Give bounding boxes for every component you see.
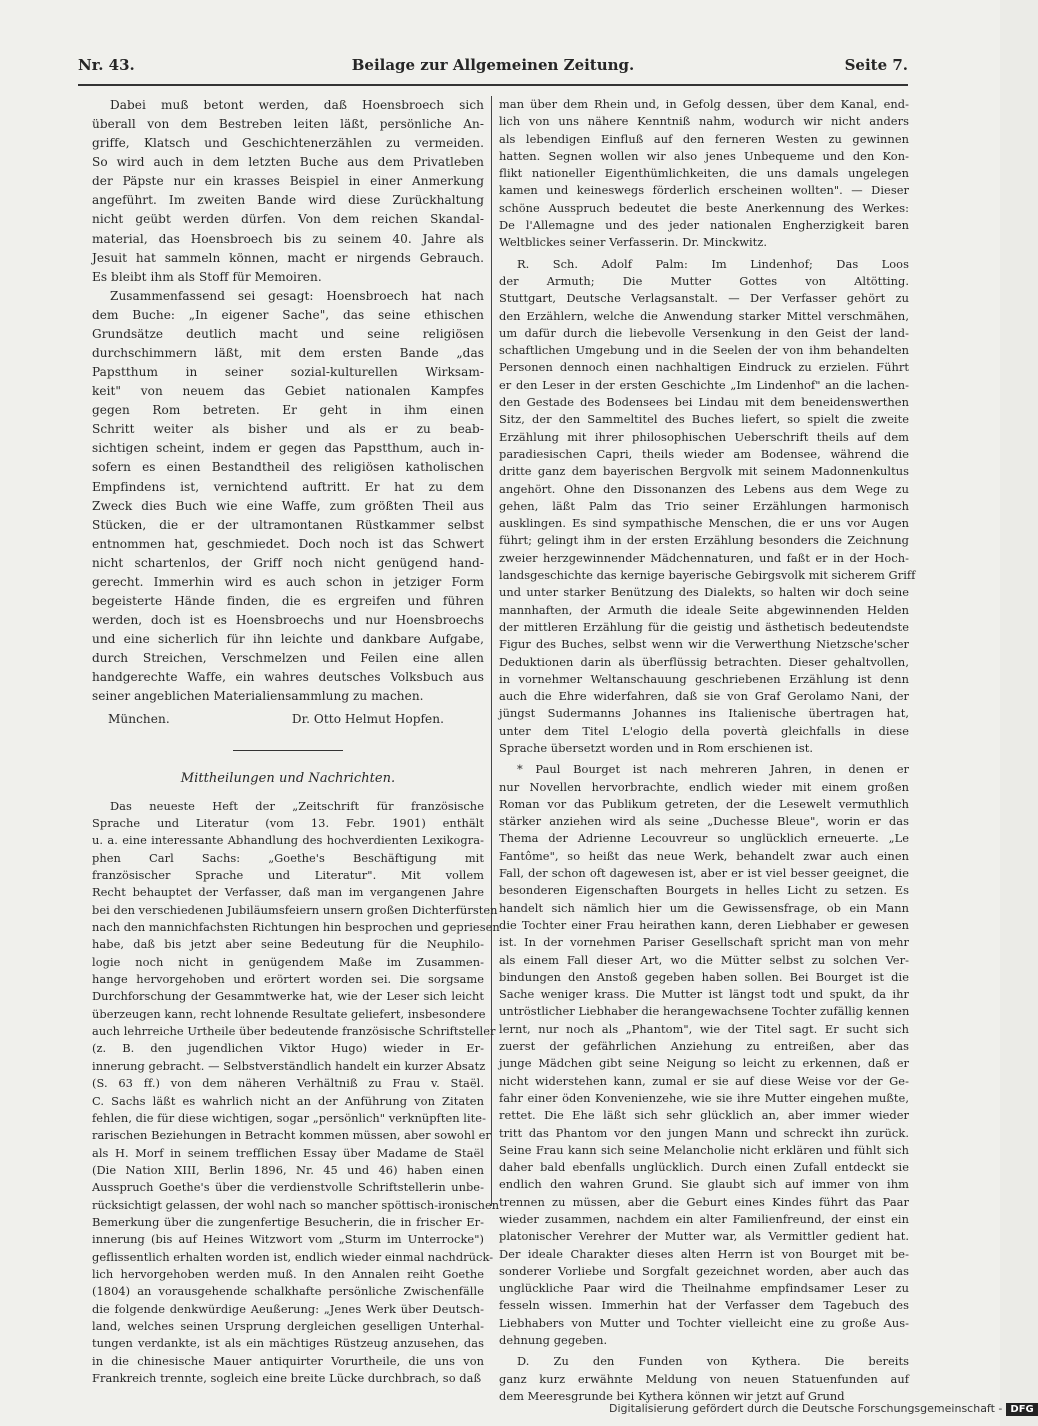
text-line: lernt, nur noch als „Phantom", wie der Titel sagt. Er sucht sich — [499, 1021, 909, 1036]
text-line: französischer Sprache und Literatur". Mit vollem — [92, 868, 484, 883]
text-line: gerecht. Immerhin wird es auch schon in jetziger Form — [92, 574, 484, 589]
text-line: Es bleibt ihm als Stoff für Memoiren. — [92, 269, 322, 284]
text-line: auch die Ehre widerfahren, daß sie von Graf Gerolamo Nani, der — [499, 689, 909, 704]
text-line: Fall, der schon oft dagewesen ist, aber er ist viel besser geeignet, die — [499, 866, 909, 881]
text-line: wieder zusammen, nachdem ein alter Familienfreund, der einst ein — [499, 1212, 909, 1226]
text-line: (S. 63 ff.) von dem näheren Verhältniß zu Frau v. Staël. — [92, 1076, 484, 1091]
text-line: man über dem Rhein und, in Gefolg dessen, über dem Kanal, end- — [499, 97, 909, 111]
text-line: sichtigen scheint, indem er gegen das Papstthum, auch in- — [92, 441, 484, 456]
text-line: durch Streichen, Verschmelzen und Feilen eine allen — [92, 651, 484, 666]
text-line: u. a. eine interessante Abhandlung des hochverdienten Lexikogra- — [92, 833, 484, 848]
text-line: trennen zu müssen, aber die Geburt eines Kindes führt das Paar — [499, 1194, 909, 1209]
text-line: Roman vor das Publikum getreten, der die Lesewelt vermuthlich — [499, 796, 909, 811]
text-line: den Erzählern, welche die Anwendung starker Mittel verschmähen, — [499, 308, 909, 323]
text-line: überall von dem Bestreben leiten läßt, persönliche An- — [92, 117, 484, 132]
text-line: dehnung gegeben. — [499, 1333, 608, 1348]
text-line: endlich den wahren Grund. Sie glaubt sich auf immer von ihm — [499, 1177, 909, 1192]
page-header — [78, 56, 908, 82]
left-paragraph-3 — [92, 798, 500, 1388]
signature-name: Dr. Otto Helmut Hopfen. — [291, 711, 444, 726]
text-line: sonderer Vorliebe und Sorgfalt gezeichnet worden, aber auch das — [499, 1263, 909, 1278]
text-line: besonderen Eigenschaften Bourgets in helles Licht zu setzen. Es — [499, 883, 909, 898]
text-line: So wird auch in dem letzten Buche aus dem Privatleben — [92, 155, 484, 170]
text-line: rettet. Die Ehe läßt sich sehr glücklich an, aber immer wieder — [499, 1108, 909, 1123]
text-line: Der ideale Charakter dieses alten Herrn ist von Bourget mit be- — [499, 1246, 909, 1261]
text-line: seiner angeblichen Materialiensammlung zu machen. — [92, 689, 424, 704]
text-line: Zweck dies Buch wie eine Waffe, zum größten Theil aus — [92, 498, 484, 513]
text-line: kamen und keineswegs förderlich erscheinen wollten". — Dieser — [499, 183, 909, 198]
left-column — [92, 96, 500, 1387]
text-line: handelt sich nämlich hier um die Gewissensfrage, ob ein Mann — [499, 900, 909, 915]
text-line: nach den mannichfachsten Richtungen hin besprochen und gepriesen — [92, 920, 500, 935]
text-line: Sitz, der den Sammeltitel des Buches liefert, so spielt die zweite — [499, 412, 909, 427]
text-line: Seine Frau kann sich seine Melancholie nicht erklären und fühlt sich — [499, 1142, 909, 1157]
text-line: schöne Ausspruch bedeutet die beste Anerkennung des Werkes: — [499, 200, 909, 215]
text-line: Sprache und Literatur (vom 13. Febr. 1901) enthält — [92, 816, 484, 830]
text-line: Schritt weiter als bisher und als er zu beab- — [92, 422, 484, 437]
text-line: führt; gelingt ihm in der ersten Erzählung besonders die Zeichnung — [499, 533, 909, 548]
text-line: Dabei muß betont werden, daß Hoensbroech sich — [110, 98, 484, 112]
text-line: keit" von neuem das Gebiet nationalen Kampfes — [92, 384, 484, 399]
text-line: tritt das Phantom vor den jungen Mann und schreckt ihn zurück. — [499, 1125, 909, 1140]
text-line: Papstthum in seiner sozial-kulturellen Wirksam- — [92, 365, 484, 380]
text-line: gegen Rom betreten. Er geht in ihm einen — [92, 403, 484, 418]
text-line: D. Zu den Funden von Kythera. Die bereits — [517, 1354, 909, 1369]
text-line: zuerst der gefährlichen Anziehung zu entreißen, aber das — [499, 1039, 909, 1054]
text-line: fahr einer öden Konvenienzehe, wie sie ihre Mutter eingehen mußte, — [499, 1090, 909, 1105]
publication-title: Beilage zur Allgemeinen Zeitung. — [351, 56, 635, 74]
text-line: den Gestade des Bodensees bei Lindau mit dem beneidenswerthen — [499, 395, 909, 410]
text-line: als H. Morf in seinem trefflichen Essay über Madame de Staël — [92, 1145, 484, 1160]
right-column — [499, 96, 916, 1405]
text-line: fehlen, die für diese wichtigen, sogar „persönlich" verknüpften lite- — [92, 1110, 487, 1125]
text-line: angeführt. Im zweiten Bande wird diese Zurückhaltung — [92, 193, 484, 208]
text-line: sofern es einen Bestandtheil des religiösen katholischen — [92, 460, 484, 475]
signature — [92, 710, 484, 729]
text-line: er den Leser in der ersten Geschichte „Im Lindenhof" an die lachen- — [499, 377, 909, 392]
text-line: fesseln wissen. Immerhin hat der Verfasser dem Tagebuch des — [499, 1298, 909, 1313]
text-line: junge Mädchen gibt seine Neigung so leicht zu erkennen, daß er — [499, 1056, 909, 1071]
digitization-credit — [609, 1402, 1038, 1416]
text-line: ganz kurz erwähnte Meldung von neuen Statuenfunden auf — [499, 1371, 909, 1386]
text-line: Grundsätze deutlich macht und seine religiösen — [92, 326, 484, 341]
text-line: innerung (bis auf Heines Witzwort vom „Sturm im Unterrocke") — [92, 1232, 484, 1247]
text-line: dritte ganz dem bayerischen Bergvolk mit seinem Madonnenkultus — [499, 464, 909, 479]
text-line: bei den verschiedenen Jubiläumsfeiern unsern großen Dichterfürsten — [92, 902, 498, 917]
text-line: (1804) an vorausgehende schalkhafte persönliche Zwischenfälle — [92, 1284, 484, 1299]
text-line: R. Sch. Adolf Palm: Im Lindenhof; Das Loos — [517, 256, 909, 271]
text-line: C. Sachs läßt es wahrlich nicht an der Anführung von Zitaten — [92, 1093, 484, 1108]
text-line: und unter starker Benützung des Dialekts, so halten wir doch seine — [499, 585, 909, 600]
left-paragraph-2 — [92, 287, 484, 707]
text-line: Deduktionen darin als überflüssig betrachten. Dieser gehaltvollen, — [499, 654, 909, 669]
text-line: (Die Nation XIII, Berlin 1896, Nr. 45 und 46) haben einen — [92, 1162, 484, 1177]
text-line: mannhaften, der Armuth die ideale Seite abgewinnenden Helden — [499, 602, 909, 617]
header-rule — [78, 84, 908, 86]
text-line: lich hervorgehoben werden muß. In den Annalen reiht Goethe — [92, 1266, 484, 1281]
text-line: Recht behauptet der Verfasser, daß man im vergangenen Jahre — [92, 885, 484, 900]
text-line: dem Meeresgrunde bei Kythera können wir jetzt auf Grund — [499, 1388, 845, 1403]
section-title: Mittheilungen und Nachrichten. — [180, 770, 396, 786]
text-line: angehört. Ohne den Dissonanzen des Lebens aus dem Wege zu — [499, 481, 909, 496]
dfg-logo: DFG — [1006, 1403, 1037, 1416]
text-line: hange hervorgehoben und erörtert worden sei. Die sorgsame — [92, 972, 484, 987]
text-line: (z. B. den jugendlichen Viktor Hugo) wieder in Er- — [92, 1041, 484, 1056]
text-line: Liebhabers von Mutter und Tochter vielleicht eine zu große Aus- — [499, 1315, 909, 1330]
text-line: der Armuth; Die Mutter Gottes von Altötting. — [499, 273, 909, 288]
text-line: griffe, Klatsch und Geschichtenerzählen zu vermeiden. — [92, 136, 484, 151]
text-line: innerung gebracht. — Selbstverständlich handelt ein kurzer Absatz — [92, 1058, 486, 1073]
credit-text: Digitalisierung gefördert durch die Deutsche Forschungsgemeinschaft - — [609, 1402, 1003, 1415]
text-line: untröstlicher Liebhaber die herangewachsene Tochter zufällig kennen — [499, 1004, 910, 1019]
text-line: zweier herzgewinnender Mädchennaturen, und faßt er in der Hoch- — [499, 550, 909, 565]
text-line: unter dem Titel L'elogio della povertà gleichfalls in diese — [499, 723, 909, 738]
text-line: auch lehrreiche Urtheile über bedeutende französische Schriftsteller — [92, 1024, 496, 1039]
text-line: dem Buche: „In eigener Sache", das seine ethischen — [92, 307, 484, 322]
text-line: Stücken, die er der ultramontanen Rüstkammer selbst — [92, 517, 484, 532]
right-paragraph-1 — [499, 96, 909, 252]
text-line: Fantôme", so heißt das neue Werk, behandelt zwar auch einen — [499, 848, 909, 863]
text-line: Sprache übersetzt worden und in Rom erschienen ist. — [499, 740, 814, 755]
text-line: und eine sicherlich für ihn leichte und dankbare Aufgabe, — [92, 632, 484, 647]
text-line: werden, doch ist es Hoensbroechs und nur Hoensbroechs — [92, 613, 484, 628]
text-line: unglückliche Paar wird die Theilnahme empfindsamer Leser zu — [499, 1281, 909, 1296]
text-line: stärker anziehen wird als seine „Duchesse Bleue", worin er das — [499, 814, 909, 829]
text-line: gehen, läßt Palm das Trio seiner Erzählungen harmonisch — [499, 498, 909, 513]
text-line: in die chinesische Mauer antiquirter Vorurtheile, die uns von — [92, 1353, 484, 1368]
text-line: rücksichtigt gelassen, der wohl nach so mancher spöttisch-ironischen — [92, 1197, 500, 1212]
text-line: Empfindens ist, vernichtend auftritt. Er hat zu dem — [92, 479, 484, 494]
text-line: bindungen den Anstoß gegeben haben sollen. Bei Bourget ist die — [499, 969, 909, 984]
text-line: landsgeschichte das kernige bayerische Gebirgsvolk mit sicherem Griff — [499, 568, 916, 583]
text-line: rarischen Beziehungen in Betracht kommen müssen, aber sowohl er — [92, 1128, 491, 1143]
text-line: der Päpste nur ein krasses Beispiel in einer Anmerkung — [92, 174, 484, 189]
page-number: Seite 7. — [844, 56, 908, 74]
text-line: Das neueste Heft der „Zeitschrift für französische — [110, 798, 484, 813]
text-line: Erzählung mit ihrer philosophischen Ueberschrift theils auf dem — [499, 429, 909, 444]
section-rule — [233, 750, 343, 751]
text-line: Bemerkung über die zungenfertige Besucherin, die in frischer Er- — [92, 1214, 484, 1229]
text-line: Weltblickes seiner Verfasserin. Dr. Minckwitz. — [499, 235, 768, 250]
text-line: habe, daß bis jetzt aber seine Bedeutung für die Neuphilo- — [92, 937, 484, 952]
text-line: als einem Fall dieser Art, wo die Mütter selbst zu solchen Ver- — [499, 952, 909, 967]
text-line: Ausspruch Goethe's über die verdienstvolle Schriftstellerin unbe- — [92, 1180, 484, 1195]
text-line: um dafür durch die liebevolle Versenkung in den Geist der land- — [499, 325, 909, 340]
text-line: durchschimmern läßt, mit dem ersten Bande „das — [92, 346, 484, 361]
text-line: daher bald ebenfalls unglücklich. Durch einen Zufall entdeckt sie — [499, 1160, 909, 1175]
text-line: logie noch nicht in genügendem Maße im Zusammen- — [92, 954, 484, 969]
text-line: ist. In der vornehmen Pariser Gesellschaft spricht man von mehr — [499, 935, 909, 950]
text-line: nicht schartenlos, der Griff noch nicht genügend hand- — [92, 555, 484, 570]
text-line: Sache weniger krass. Die Mutter ist längst todt und spukt, da ihr — [499, 987, 909, 1002]
text-line: Frankreich trennte, sogleich eine breite Lücke durchbrach, so daß — [92, 1371, 482, 1385]
text-line: jüngst Sudermanns Johannes ins Italienische übertragen hat, — [499, 706, 909, 721]
text-line: hatten. Segnen wollen wir also jenes Unbequeme und den Kon- — [499, 148, 909, 163]
text-line: nicht widerstehen kann, zumal er sie auf diese Weise vor der Ge- — [499, 1073, 909, 1088]
text-line: Zusammenfassend sei gesagt: Hoensbroech hat nach — [110, 288, 484, 303]
text-line: Figur des Buches, selbst wenn wir die Verwerthung Nietzsche'scher — [499, 637, 909, 652]
text-line: material, das Hoensbroech bis zu seinem 40. Jahre als — [92, 231, 484, 246]
text-line: Stuttgart, Deutsche Verlagsanstalt. — Der Verfasser gehört zu — [499, 291, 909, 306]
text-line: begeisterte Hände finden, die es ergreifen und führen — [92, 594, 484, 609]
text-line: platonischer Verehrer der Mutter war, als Vermittler gedient hat. — [499, 1229, 909, 1244]
text-line: die folgende denkwürdige Aeußerung: „Jenes Werk über Deutsch- — [92, 1301, 484, 1316]
text-line: lich von uns nähere Kenntniß nahm, wodurch wir nicht anders — [499, 114, 909, 129]
text-line: flikt nationeller Eigenthümlichkeiten, die uns damals ungelegen — [499, 166, 909, 181]
right-paragraph-4 — [499, 1353, 909, 1405]
text-line: tungen verdankte, ist als ein mächtiges Rüstzeug anzusehen, das — [92, 1336, 484, 1351]
text-line: ausklingen. Es sind sympathische Menschen, die er uns vor Augen — [499, 516, 909, 531]
text-line: * Paul Bourget ist nach mehreren Jahren, in denen er — [517, 762, 909, 777]
text-line: entnommen hat, geschmiedet. Doch noch ist das Schwert — [92, 536, 484, 551]
text-line: geflissentlich erhalten worden ist, endlich wieder einmal nachdrück- — [92, 1249, 494, 1264]
column-divider — [491, 96, 492, 1206]
text-line: De l'Allemagne und des jeder nationalen Engherzigkeit baren — [499, 218, 909, 233]
text-line: die Tochter einer Frau heirathen kann, deren Liebhaber er gewesen — [499, 917, 909, 932]
text-line: in vornehmer Weltanschauung geschriebenen Erzählung ist denn — [499, 671, 909, 686]
text-line: paradiesischen Capri, theils wieder am Bodensee, während die — [499, 446, 909, 461]
text-line: handgerechte Waffe, ein wahres deutsches Volksbuch aus — [92, 670, 484, 685]
text-line: phen Carl Sachs: „Goethe's Beschäftigung mit — [92, 850, 484, 865]
text-line: Durchforschung der Gesammtwerke hat, wie der Leser sich leicht — [92, 989, 484, 1004]
issue-number: Nr. 43. — [78, 56, 135, 74]
text-line: nur Novellen hervorbrachte, endlich wieder mit einem großen — [499, 779, 909, 794]
text-line: überzeugen kann, recht lohnende Resultate geliefert, insbesondere — [92, 1006, 486, 1021]
text-line: land, welches seinen Ursprung dergleichen geselligen Unterhal- — [92, 1318, 484, 1333]
left-paragraph-1 — [92, 96, 484, 287]
text-line: Jesuit hat sammeln können, macht er nirgends Gebrauch. — [92, 250, 484, 265]
text-line: Personen dennoch einen nachhaltigen Eindruck zu erzielen. Führt — [499, 360, 909, 375]
text-line: als lebendigen Einfluß auf den ferneren Westen zu gewinnen — [499, 131, 909, 146]
right-paragraph-3 — [499, 761, 909, 1349]
text-line: Thema der Adrienne Lecouvreur so unglücklich erneuerte. „Le — [499, 831, 909, 846]
signature-place: München. — [108, 711, 170, 726]
right-paragraph-2 — [499, 256, 916, 758]
text-line: der mittleren Erzählung für die geistig und ästhetisch bedeutendste — [499, 619, 909, 634]
text-line: nicht geübt werden dürfen. Von dem reichen Skandal- — [92, 212, 484, 227]
text-line: schaftlichen Umgebung und in die Seelen der von ihm behandelten — [499, 343, 909, 358]
